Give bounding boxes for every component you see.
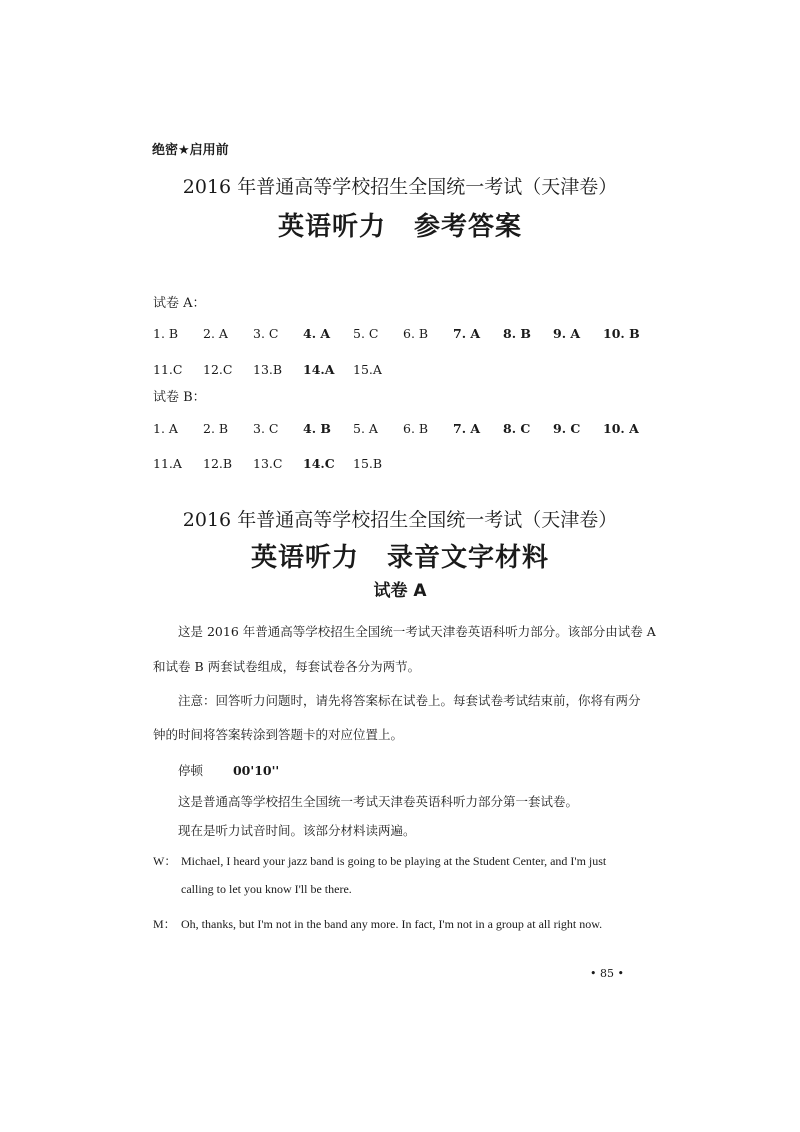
answer-item: 6. B: [403, 326, 429, 341]
answer-key-title-part1: 英语听力: [277, 212, 386, 242]
trial-line: 现在是听力试音时间。该部分材料读两遍。: [178, 823, 416, 838]
answer-item: 2. B: [203, 421, 229, 436]
answer-item: 2. A: [203, 326, 228, 341]
answer-item: 12.C: [203, 362, 233, 377]
answer-item: 11.C: [153, 362, 183, 377]
answer-item: 14.A: [303, 362, 335, 377]
answer-item: 9. C: [553, 421, 581, 436]
paper-a-label: 试卷 A：: [153, 296, 206, 311]
answer-item: 1. B: [153, 326, 179, 341]
transcript-title-part1: 英语听力: [250, 543, 359, 573]
dialog-m-line-1: [153, 915, 602, 932]
pause-line: [178, 762, 279, 780]
answer-item: 13.C: [253, 456, 283, 471]
answer-item: 7. A: [453, 326, 481, 341]
paper-a-title: 试卷 A: [373, 581, 427, 601]
answer-item: 9. A: [553, 326, 581, 341]
answer-item: 10. B: [603, 326, 640, 341]
answer-item: 4. A: [303, 326, 331, 341]
answer-item: 11.A: [153, 456, 182, 471]
answer-item: 13.B: [253, 362, 283, 377]
paper-b-label: 试卷 B：: [153, 390, 206, 405]
answer-item: 8. B: [503, 326, 531, 341]
answer-item: 14.C: [303, 456, 335, 471]
answer-item: 10. A: [603, 421, 639, 436]
note-line-1: 注意：回答听力问题时，请先将答案标在试卷上。每套试卷考试结束前，你将有两分: [178, 693, 641, 708]
exam-title: 2016 年普通高等学校招生全国统一考试（天津卷）: [182, 176, 618, 198]
answer-item: 1. A: [153, 421, 178, 436]
intro-line-1: 这是 2016 年普通高等学校招生全国统一考试天津卷英语科听力部分。该部分由试卷 A: [178, 624, 656, 639]
answer-item: 3. C: [253, 326, 279, 341]
m-text-1: Oh, thanks, but I'm not in the band any more. In fact, I'm not in a group at all right now.: [181, 917, 603, 931]
answer-item: 12.B: [203, 456, 233, 471]
transcript-title: [0, 537, 800, 574]
pause-label: 停顿: [178, 763, 204, 778]
answer-item: 6. B: [403, 421, 429, 436]
answer-item: 7. A: [453, 421, 481, 436]
answer-item: 15.B: [353, 456, 383, 471]
transcript-title-part2: 录音文字材料: [387, 543, 550, 573]
page-number: • 85 •: [590, 967, 624, 980]
answer-key-title: [0, 206, 800, 243]
w-text-1: Michael, I heard your jazz band is going to be playing at the Student Center, and I'm just: [181, 854, 607, 868]
dialog-w-line-1: [153, 852, 606, 869]
note-line-2: 钟的时间将答案转涂到答题卡的对应位置上。: [153, 727, 404, 742]
answer-item: 4. B: [303, 421, 331, 436]
answer-item: 5. C: [353, 326, 379, 341]
speaker-m: M：: [153, 917, 176, 931]
intro-line-2: 和试卷 B 两套试卷组成，每套试卷各分为两节。: [153, 659, 421, 674]
answer-item: 3. C: [253, 421, 279, 436]
answer-item: 8. C: [503, 421, 531, 436]
first-paper-line: 这是普通高等学校招生全国统一考试天津卷英语科听力部分第一套试卷。: [178, 794, 579, 809]
pause-time: 00'10'': [232, 763, 280, 778]
confidential-label: 绝密★启用前: [152, 143, 229, 158]
answer-item: 5. A: [353, 421, 378, 436]
answer-key-title-part2: 参考答案: [414, 212, 523, 242]
speaker-w: W：: [153, 854, 177, 868]
answer-item: 15.A: [353, 362, 382, 377]
transcript-exam-title: 2016 年普通高等学校招生全国统一考试（天津卷）: [182, 509, 618, 531]
dialog-w-line-2: calling to let you know I'll be there.: [181, 882, 352, 896]
